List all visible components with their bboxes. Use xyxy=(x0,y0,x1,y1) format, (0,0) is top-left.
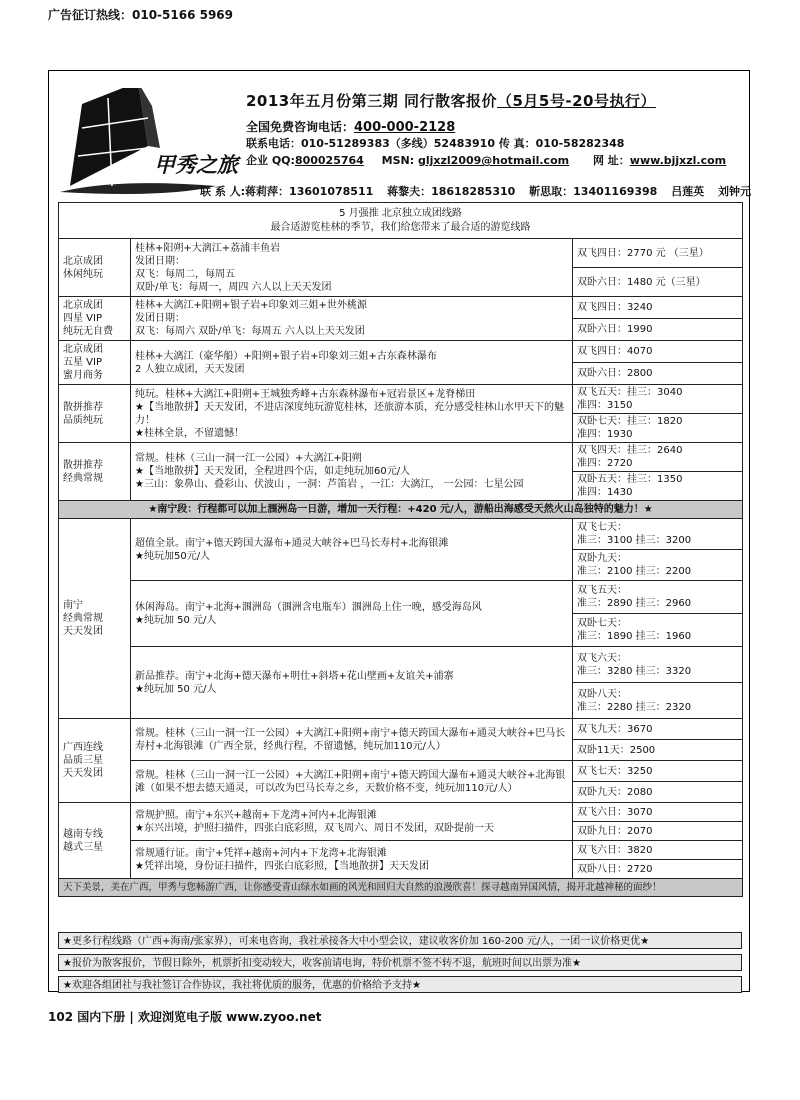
contact-2: 蒋黎夫：18618285310 xyxy=(387,185,516,198)
route-price-1: 双飞四天：挂三：2640 准四：2720 xyxy=(573,443,743,472)
route-price-2: 双卧八日：2720 xyxy=(573,860,743,879)
route-desc: 纯玩。桂林+大漓江+阳朔+王城独秀峰+古东森林瀑布+冠岩景区+龙脊梯田 ★【当地散拼】天天发团，不进店深度纯玩游览桂林，还旅游本质，充分感受桂林山水甲天下的魅力！ ★桂林全景，不留遗憾！ xyxy=(131,385,573,443)
route-price-1: 双飞四日：2770 元 （三星） xyxy=(573,239,743,268)
route-price-2: 双卧九天： 准三：2100 挂三：2200 xyxy=(573,550,743,581)
footnote-2: ★报价为散客报价，节假日除外，机票折扣变动较大，收客前请电询，特价机票不签不转不退，航班时间以出票为准★ xyxy=(58,954,742,971)
free-hotline-number: 400-000-2128 xyxy=(354,120,456,135)
intro-cell xyxy=(59,203,743,239)
route-desc: 常规。桂林（三山一洞一江一公园）+大漓江+阳朔 ★【当地散拼】天天发团，全程进四个店，如走纯玩加60元/人 ★三山：象鼻山、叠彩山、伏波山 ，一洞：芦笛岩 ，一江：大漓江， 一公园：七星公园 xyxy=(131,443,573,501)
route-desc: 常规。桂林（三山一洞一江一公园）+大漓江+阳朔+南宁+德天跨国大瀑布+通灵大峡谷+北海银滩（如果不想去德天通灵，可以改为巴马长寿之乡，天数价格不变，纯玩加110元/人） xyxy=(131,761,573,803)
route-label: 散拼推荐 品质纯玩 xyxy=(59,385,131,443)
route-desc: 桂林+大漓江+阳朔+银子岩+印象刘三姐+世外桃源 发团日期： 双飞：每周六 双卧/单飞：每周五 六人以上天天发团 xyxy=(131,297,573,341)
route-desc: 休闲海岛。南宁+北海+涠洲岛（涠洲含电瓶车）涠洲岛上住一晚，感受海岛风 ★纯玩加 50 元/人 xyxy=(131,581,573,647)
route-desc: 新品推荐。南宁+北海+德天瀑布+明仕+斜塔+花山壁画+友谊关+浦寨 ★纯玩加 50 元/人 xyxy=(131,647,573,719)
route-price-1: 双飞六日：3820 xyxy=(573,841,743,860)
route-price-1: 双飞六天： 准三：3280 挂三：3320 xyxy=(573,647,743,683)
route-price-2: 双卧九天：2080 xyxy=(573,782,743,803)
contact-3: 靳思取：13401169398 xyxy=(529,185,658,198)
website-label: 网 址： xyxy=(592,154,630,167)
logo-text: 甲秀之旅 xyxy=(154,152,238,177)
route-price-1: 双飞七天：3250 xyxy=(573,761,743,782)
route-price-1: 双飞五天： 准三：2890 挂三：2960 xyxy=(573,581,743,614)
ad-hotline: 广告征订热线：010-5166 5969 xyxy=(48,8,234,22)
contact-1: 联 系 人:蒋莉萍：13601078511 xyxy=(200,185,374,198)
route-price-1: 双飞七天： 准三：3100 挂三：3200 xyxy=(573,519,743,550)
issue-title-main: 2013年五月份第三期 同行散客报价 xyxy=(246,92,497,110)
free-hotline xyxy=(246,118,455,135)
route-price-1: 双飞四日：4070 xyxy=(573,341,743,363)
qq-msn-web-line xyxy=(246,152,726,168)
route-price-2: 双卧五天：挂三：1350 准四：1430 xyxy=(573,472,743,501)
route-label: 北京成团 五星 VIP 蜜月商务 xyxy=(59,341,131,385)
route-label: 南宁 经典常规 天天发团 xyxy=(59,519,131,719)
route-price-2: 双卧八天： 准三：2280 挂三：2320 xyxy=(573,683,743,719)
route-price-2: 双卧11天：2500 xyxy=(573,740,743,761)
route-label: 越南专线 越式三星 xyxy=(59,803,131,879)
footnote-3: ★欢迎各组团社与我社签订合作协议，我社将优质的服务，优惠的价格给予支持★ xyxy=(58,976,742,993)
contact-persons xyxy=(200,183,761,199)
route-label: 北京成团 四星 VIP 纯玩无自费 xyxy=(59,297,131,341)
qq-number: 800025764 xyxy=(294,154,364,167)
route-price-1: 双飞四日：3240 xyxy=(573,297,743,319)
contact-4: 吕莲英 xyxy=(671,185,705,198)
route-price-2: 双卧七天：挂三：1820 准四：1930 xyxy=(573,414,743,443)
qq-label: 企业 QQ: xyxy=(246,154,295,167)
msn-label: MSN: xyxy=(381,154,415,167)
route-price-2: 双卧七天： 准三：1890 挂三：1960 xyxy=(573,614,743,647)
free-hotline-label: 全国免费咨询电话： xyxy=(246,120,355,134)
contact-5: 刘钟元 xyxy=(718,185,752,198)
issue-title-date: （5月5号-20号执行） xyxy=(496,92,656,110)
route-label: 北京成团 休闲纯玩 xyxy=(59,239,131,297)
route-price-1: 双飞六日：3070 xyxy=(573,803,743,822)
route-label: 广西连线 品质三星 天天发团 xyxy=(59,719,131,803)
route-price-1: 双飞五天：挂三：3040 准四：3150 xyxy=(573,385,743,414)
price-table xyxy=(58,202,743,897)
intro-line-2: 最合适游览桂林的季节，我们给您带来了最合适的游览线路 xyxy=(270,221,531,233)
intro-line-1: 5 月强推 北京独立成团线路 xyxy=(339,207,462,219)
route-desc: 桂林+大漓江（豪华船）+阳朔+银子岩+印象刘三姐+古东森林瀑布 2 人独立成团，天天发团 xyxy=(131,341,573,385)
footnote-1: ★更多行程线路（广西+海南/张家界），可来电咨询，我社承接各大中小型会议，建议收客价加 160-200 元/人，一团一议价格更优★ xyxy=(58,932,742,949)
issue-title xyxy=(246,90,656,111)
route-price-2: 双卧九日：2070 xyxy=(573,822,743,841)
route-price-2: 双卧六日：2800 xyxy=(573,363,743,385)
nanning-banner: ★南宁段：行程都可以加上涠洲岛一日游，增加一天行程：+420 元/人，游船出海感受天然火山岛独特的魅力！★ xyxy=(59,501,743,519)
closing-note: 天下美景，美在广西，甲秀与您畅游广西，让你感受青山绿水如画的风光和回归大自然的浪漫欣喜！探寻越南异国风情，揭开北越神秘的面纱！ xyxy=(59,879,743,897)
page-footer: 102 国内下册 | 欢迎浏览电子版 www.zyoo.net xyxy=(48,1010,322,1024)
route-desc: 常规通行证。南宁+凭祥+越南+河内+下龙湾+北海银滩 ★凭祥出境，身份证扫描件，四张白底彩照，【当地散拼】天天发团 xyxy=(131,841,573,879)
route-desc: 常规。桂林（三山一洞一江一公园）+大漓江+阳朔+南宁+德天跨国大瀑布+通灵大峡谷+巴马长寿村+北海银滩（广西全景，经典行程，不留遗憾，纯玩加110元/人） xyxy=(131,719,573,761)
route-desc: 桂林+阳朔+大漓江+荔浦丰鱼岩 发团日期： 双飞：每周二，每周五 双卧/单飞：每周一，周四 六人以上天天发团 xyxy=(131,239,573,297)
route-price-1: 双飞九天：3670 xyxy=(573,719,743,740)
tel-fax-line: 联系电话：010-51289383（多线）52483910 传 真：010-58282348 xyxy=(246,137,625,150)
route-price-2: 双卧六日：1480 元（三星） xyxy=(573,268,743,297)
route-desc: 超值全景。南宁+德天跨国大瀑布+通灵大峡谷+巴马长寿村+北海银滩 ★纯玩加50元/人 xyxy=(131,519,573,581)
msn-address: gljxzl2009@hotmail.com xyxy=(418,154,570,167)
route-desc: 常规护照。南宁+东兴+越南+下龙湾+河内+北海银滩 ★东兴出境，护照扫描件，四张白底彩照，双飞周六、周日不发团，双卧提前一天 xyxy=(131,803,573,841)
route-label: 散拼推荐 经典常规 xyxy=(59,443,131,501)
route-price-2: 双卧六日：1990 xyxy=(573,319,743,341)
website-url[interactable]: www.bjjxzl.com xyxy=(629,154,727,167)
